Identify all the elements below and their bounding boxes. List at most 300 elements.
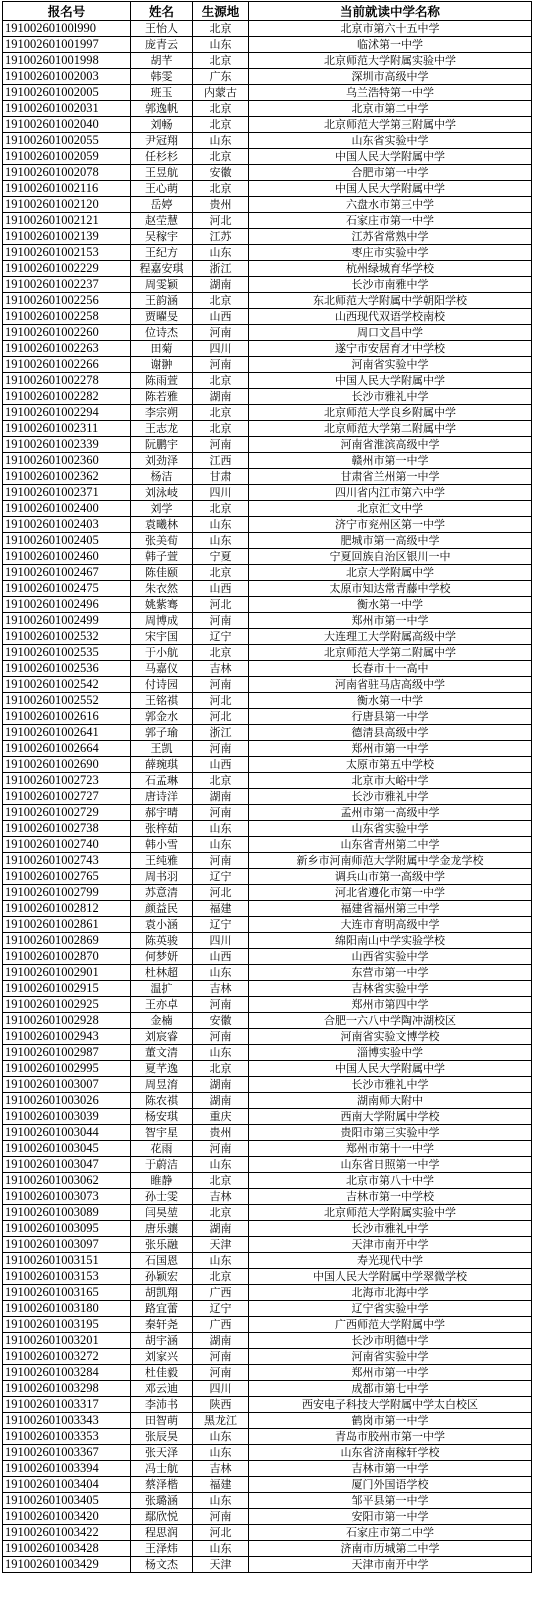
name-cell: 尹冠翔 — [131, 133, 193, 149]
school-cell: 临沭第一中学 — [249, 37, 532, 53]
table-row — [3, 1317, 532, 1333]
table-row — [3, 85, 532, 101]
school-cell: 吉林市第一中学 — [249, 1461, 532, 1477]
name-cell: 程嘉安琪 — [131, 261, 193, 277]
school-cell: 北京市第八十中学 — [249, 1173, 532, 1189]
origin-cell: 湖南 — [193, 1093, 249, 1109]
name-cell: 周书羽 — [131, 869, 193, 885]
origin-cell: 河北 — [193, 597, 249, 613]
origin-cell: 湖南 — [193, 277, 249, 293]
table-row — [3, 1301, 532, 1317]
origin-cell: 北京 — [193, 101, 249, 117]
school-cell: 天津市南开中学 — [249, 1237, 532, 1253]
school-cell: 济宁市兖州区第一中学 — [249, 517, 532, 533]
school-cell: 甘肃省兰州第一中学 — [249, 469, 532, 485]
registration-number-cell: 191002601002536 — [3, 661, 131, 677]
origin-cell: 吉林 — [193, 661, 249, 677]
school-cell: 宁夏回族自治区银川一中 — [249, 549, 532, 565]
table-row — [3, 853, 532, 869]
origin-cell: 贵州 — [193, 197, 249, 213]
origin-cell: 北京 — [193, 405, 249, 421]
school-cell: 山西省实验中学 — [249, 949, 532, 965]
registration-number-cell: 191002601002059 — [3, 149, 131, 165]
name-cell: 吴稼宇 — [131, 229, 193, 245]
table-row — [3, 997, 532, 1013]
registration-number-cell: 191002601001997 — [3, 37, 131, 53]
table-row — [3, 1429, 532, 1445]
name-cell: 孙颖宏 — [131, 1269, 193, 1285]
school-cell: 成都市第七中学 — [249, 1381, 532, 1397]
school-cell: 北京师范大学附属实验中学 — [249, 53, 532, 69]
table-row — [3, 165, 532, 181]
admission-table — [2, 1, 532, 1573]
name-cell: 苏意清 — [131, 885, 193, 901]
origin-cell: 山西 — [193, 757, 249, 773]
name-cell: 王铭祺 — [131, 693, 193, 709]
origin-cell: 北京 — [193, 149, 249, 165]
name-cell: 胡芊 — [131, 53, 193, 69]
name-cell: 杜佳毅 — [131, 1365, 193, 1381]
table-row — [3, 245, 532, 261]
table-row — [3, 949, 532, 965]
table-row — [3, 757, 532, 773]
school-cell: 济南市历城第二中学 — [249, 1541, 532, 1557]
table-row — [3, 405, 532, 421]
table-row — [3, 37, 532, 53]
origin-cell: 北京 — [193, 421, 249, 437]
name-cell: 韩雯 — [131, 69, 193, 85]
school-cell: 北京市第二中学 — [249, 101, 532, 117]
name-cell: 杨洁 — [131, 469, 193, 485]
table-row — [3, 309, 532, 325]
name-cell: 王泽炜 — [131, 1541, 193, 1557]
name-cell: 蔡泽楷 — [131, 1477, 193, 1493]
registration-number-cell: 191002601002616 — [3, 709, 131, 725]
registration-number-cell: 191002601002995 — [3, 1061, 131, 1077]
registration-number-cell: 191002601003394 — [3, 1461, 131, 1477]
school-cell: 山东省实验中学 — [249, 133, 532, 149]
name-cell: 唐乐骧 — [131, 1221, 193, 1237]
origin-cell: 山东 — [193, 37, 249, 53]
registration-number-cell: 191002601003428 — [3, 1541, 131, 1557]
school-cell: 山东省实验中学 — [249, 821, 532, 837]
table-row — [3, 373, 532, 389]
name-cell: 夏芊逸 — [131, 1061, 193, 1077]
origin-cell: 天津 — [193, 1557, 249, 1573]
registration-number-cell: 191002601002266 — [3, 357, 131, 373]
origin-cell: 北京 — [193, 501, 249, 517]
name-cell: 董文清 — [131, 1045, 193, 1061]
name-cell: 韩子萱 — [131, 549, 193, 565]
name-cell: 周博成 — [131, 613, 193, 629]
school-cell: 福建省福州第三中学 — [249, 901, 532, 917]
school-cell: 合肥市第一中学 — [249, 165, 532, 181]
school-cell: 长沙市南雅中学 — [249, 277, 532, 293]
name-cell: 位诗杰 — [131, 325, 193, 341]
table-row — [3, 1093, 532, 1109]
school-cell: 江苏省常熟中学 — [249, 229, 532, 245]
name-cell: 程思润 — [131, 1525, 193, 1541]
registration-number-cell: 191002601002765 — [3, 869, 131, 885]
table-row — [3, 549, 532, 565]
table-row — [3, 1541, 532, 1557]
origin-cell: 甘肃 — [193, 469, 249, 485]
registration-number-cell: 191002601003429 — [3, 1557, 131, 1573]
name-cell: 郝宇晴 — [131, 805, 193, 821]
registration-number-cell: 191002601002987 — [3, 1045, 131, 1061]
name-cell: 韩小雪 — [131, 837, 193, 853]
registration-number-cell: 191002601003153 — [3, 1269, 131, 1285]
name-cell: 石孟琳 — [131, 773, 193, 789]
origin-cell: 辽宁 — [193, 1301, 249, 1317]
registration-number-cell: 191002601002339 — [3, 437, 131, 453]
origin-cell: 北京 — [193, 1173, 249, 1189]
registration-number-cell: 191002601002928 — [3, 1013, 131, 1029]
school-cell: 北京师范大学第三附属中学 — [249, 117, 532, 133]
school-cell: 河南省实验中学 — [249, 357, 532, 373]
registration-number-cell: 191002601003039 — [3, 1109, 131, 1125]
name-cell: 刘畅 — [131, 117, 193, 133]
registration-number-cell: 191002601002278 — [3, 373, 131, 389]
school-cell: 郑州市第十一中学 — [249, 1141, 532, 1157]
name-cell: 唐诗洋 — [131, 789, 193, 805]
table-row — [3, 901, 532, 917]
name-cell: 闫昊堃 — [131, 1205, 193, 1221]
registration-number-cell: 191002601001998 — [3, 53, 131, 69]
registration-number-cell: 191002601002460 — [3, 549, 131, 565]
origin-cell: 山东 — [193, 837, 249, 853]
origin-cell: 辽宁 — [193, 917, 249, 933]
name-cell: 姚紫骞 — [131, 597, 193, 613]
registration-number-cell: 191002601002943 — [3, 1029, 131, 1045]
name-cell: 刘宸睿 — [131, 1029, 193, 1045]
registration-number-cell: 191002601002294 — [3, 405, 131, 421]
table-row — [3, 1029, 532, 1045]
origin-cell: 辽宁 — [193, 629, 249, 645]
origin-cell: 河北 — [193, 693, 249, 709]
school-cell: 鹤岗市第一中学 — [249, 1413, 532, 1429]
origin-cell: 山东 — [193, 1253, 249, 1269]
origin-cell: 贵州 — [193, 1125, 249, 1141]
registration-number-cell: 191002601002738 — [3, 821, 131, 837]
name-cell: 薛琬琪 — [131, 757, 193, 773]
origin-cell: 山东 — [193, 1157, 249, 1173]
school-cell: 六盘水市第三中学 — [249, 197, 532, 213]
name-cell: 刘劲泽 — [131, 453, 193, 469]
table-row — [3, 1109, 532, 1125]
registration-number-cell: 191002601002690 — [3, 757, 131, 773]
table-row — [3, 1381, 532, 1397]
table-row — [3, 517, 532, 533]
school-cell: 辽宁省实验中学 — [249, 1301, 532, 1317]
table-row — [3, 101, 532, 117]
header-registration-number: 报名号 — [3, 2, 131, 21]
table-row — [3, 277, 532, 293]
origin-cell: 北京 — [193, 293, 249, 309]
origin-cell: 安徽 — [193, 1013, 249, 1029]
school-cell: 北京师范大学良乡附属中学 — [249, 405, 532, 421]
table-row — [3, 821, 532, 837]
table-row — [3, 533, 532, 549]
name-cell: 陈若雅 — [131, 389, 193, 405]
registration-number-cell: 191002601002040 — [3, 117, 131, 133]
school-cell: 长沙市雅礼中学 — [249, 1077, 532, 1093]
table-row — [3, 581, 532, 597]
school-cell: 长沙市雅礼中学 — [249, 389, 532, 405]
table-row — [3, 1349, 532, 1365]
registration-number-cell: 191002601002542 — [3, 677, 131, 693]
origin-cell: 河南 — [193, 853, 249, 869]
table-row — [3, 1253, 532, 1269]
name-cell: 马嘉仪 — [131, 661, 193, 677]
table-row — [3, 1333, 532, 1349]
registration-number-cell: 191002601003422 — [3, 1525, 131, 1541]
name-cell: 杨文杰 — [131, 1557, 193, 1573]
registration-number-cell: 191002601003343 — [3, 1413, 131, 1429]
name-cell: 胡宇涵 — [131, 1333, 193, 1349]
origin-cell: 内蒙古 — [193, 85, 249, 101]
school-cell: 湖南师大附中 — [249, 1093, 532, 1109]
registration-number-cell: 191002601002282 — [3, 389, 131, 405]
name-cell: 颜益民 — [131, 901, 193, 917]
school-cell: 衡水第一中学 — [249, 693, 532, 709]
table-row — [3, 341, 532, 357]
name-cell: 王韵涵 — [131, 293, 193, 309]
name-cell: 石国恩 — [131, 1253, 193, 1269]
school-cell: 北京市第六十五中学 — [249, 21, 532, 37]
origin-cell: 山东 — [193, 965, 249, 981]
table-row — [3, 69, 532, 85]
table-row — [3, 1221, 532, 1237]
name-cell: 周昱淯 — [131, 1077, 193, 1093]
school-cell: 行唐县第一中学 — [249, 709, 532, 725]
table-row — [3, 629, 532, 645]
registration-number-cell: 191002601002403 — [3, 517, 131, 533]
name-cell: 王心萌 — [131, 181, 193, 197]
registration-number-cell: 191002601003045 — [3, 1141, 131, 1157]
table-row — [3, 389, 532, 405]
name-cell: 路宜蕾 — [131, 1301, 193, 1317]
table-row — [3, 1141, 532, 1157]
table-row — [3, 789, 532, 805]
school-cell: 河北省遵化市第一中学 — [249, 885, 532, 901]
name-cell: 刘家兴 — [131, 1349, 193, 1365]
school-cell: 赣州市第一中学 — [249, 453, 532, 469]
table-row — [3, 1125, 532, 1141]
school-cell: 邹平县第一中学 — [249, 1493, 532, 1509]
registration-number-cell: 191002601003073 — [3, 1189, 131, 1205]
school-cell: 山东省青州第二中学 — [249, 837, 532, 853]
origin-cell: 湖南 — [193, 789, 249, 805]
school-cell: 德清县高级中学 — [249, 725, 532, 741]
table-row — [3, 1397, 532, 1413]
registration-number-cell: 191002601002263 — [3, 341, 131, 357]
table-row — [3, 53, 532, 69]
table-row — [3, 933, 532, 949]
registration-number-cell: 191002601002496 — [3, 597, 131, 613]
origin-cell: 河南 — [193, 1029, 249, 1045]
origin-cell: 四川 — [193, 485, 249, 501]
school-cell: 郑州市第四中学 — [249, 997, 532, 1013]
registration-number-cell: 191002601002925 — [3, 997, 131, 1013]
origin-cell: 北京 — [193, 181, 249, 197]
origin-cell: 河南 — [193, 741, 249, 757]
table-row — [3, 229, 532, 245]
school-cell: 广西师范大学附属中学 — [249, 1317, 532, 1333]
school-cell: 北海市北海中学 — [249, 1285, 532, 1301]
registration-number-cell: 191002601002475 — [3, 581, 131, 597]
registration-number-cell: 191002601002031 — [3, 101, 131, 117]
origin-cell: 河南 — [193, 1349, 249, 1365]
registration-number-cell: 191002601002915 — [3, 981, 131, 997]
name-cell: 袁曦林 — [131, 517, 193, 533]
registration-number-cell: 191002601003007 — [3, 1077, 131, 1093]
school-cell: 合肥一六八中学陶冲湖校区 — [249, 1013, 532, 1029]
table-row — [3, 1557, 532, 1573]
registration-number-cell: 191002601002237 — [3, 277, 131, 293]
name-cell: 袁小涵 — [131, 917, 193, 933]
registration-number-cell: 191002601002861 — [3, 917, 131, 933]
registration-number-cell: 191002601002405 — [3, 533, 131, 549]
school-cell: 绵阳南山中学实验学校 — [249, 933, 532, 949]
registration-number-cell: 191002601002078 — [3, 165, 131, 181]
origin-cell: 吉林 — [193, 1461, 249, 1477]
school-cell: 河南省驻马店高级中学 — [249, 677, 532, 693]
table-row — [3, 197, 532, 213]
name-cell: 张璐涵 — [131, 1493, 193, 1509]
table-row — [3, 1157, 532, 1173]
school-cell: 河南省实验文博学校 — [249, 1029, 532, 1045]
registration-number-cell: 191002601002153 — [3, 245, 131, 261]
name-cell: 张乐融 — [131, 1237, 193, 1253]
origin-cell: 河南 — [193, 357, 249, 373]
origin-cell: 重庆 — [193, 1109, 249, 1125]
name-cell: 王凯 — [131, 741, 193, 757]
school-cell: 吉林省实验中学 — [249, 981, 532, 997]
school-cell: 新乡市河南师范大学附属中学金龙学校 — [249, 853, 532, 869]
origin-cell: 宁夏 — [193, 549, 249, 565]
registration-number-cell: 191002601003405 — [3, 1493, 131, 1509]
origin-cell: 河北 — [193, 213, 249, 229]
registration-number-cell: 191002601002799 — [3, 885, 131, 901]
origin-cell: 北京 — [193, 565, 249, 581]
registration-number-cell: 191002601003201 — [3, 1333, 131, 1349]
school-cell: 北京市大峪中学 — [249, 773, 532, 789]
school-cell: 北京师范大学第二附属中学 — [249, 421, 532, 437]
table-row — [3, 885, 532, 901]
registration-number-cell: 191002601002727 — [3, 789, 131, 805]
registration-number-cell: 191002601003195 — [3, 1317, 131, 1333]
school-cell: 北京师范大学第二附属中学 — [249, 645, 532, 661]
table-row — [3, 1173, 532, 1189]
name-cell: 杜林超 — [131, 965, 193, 981]
school-cell: 乌兰浩特第一中学 — [249, 85, 532, 101]
name-cell: 王亦卓 — [131, 997, 193, 1013]
school-cell: 长沙市明德中学 — [249, 1333, 532, 1349]
registration-number-cell: 191002601002371 — [3, 485, 131, 501]
table-row — [3, 1413, 532, 1429]
origin-cell: 山东 — [193, 517, 249, 533]
name-cell: 鄢欣悦 — [131, 1509, 193, 1525]
registration-number-cell: 191002601002532 — [3, 629, 131, 645]
school-cell: 东北师范大学附属中学朝阳学校 — [249, 293, 532, 309]
name-cell: 李沛书 — [131, 1397, 193, 1413]
name-cell: 张梓茹 — [131, 821, 193, 837]
registration-number-cell: 191002601002869 — [3, 933, 131, 949]
registration-number-cell: 191002601002535 — [3, 645, 131, 661]
origin-cell: 山东 — [193, 245, 249, 261]
registration-number-cell: 191002601003044 — [3, 1125, 131, 1141]
name-cell: 于蔚洁 — [131, 1157, 193, 1173]
registration-number-cell: 191002601002812 — [3, 901, 131, 917]
origin-cell: 吉林 — [193, 981, 249, 997]
school-cell: 淄博实验中学 — [249, 1045, 532, 1061]
table-row — [3, 805, 532, 821]
table-row — [3, 965, 532, 981]
registration-number-cell: 191002601002256 — [3, 293, 131, 309]
registration-number-cell: 191002601002003 — [3, 69, 131, 85]
name-cell: 赵茔慧 — [131, 213, 193, 229]
school-cell: 石家庄市第一中学 — [249, 213, 532, 229]
origin-cell: 河南 — [193, 997, 249, 1013]
school-cell: 中国人民大学附属中学 — [249, 181, 532, 197]
name-cell: 张美荀 — [131, 533, 193, 549]
registration-number-cell: 19100260100l990 — [3, 21, 131, 37]
origin-cell: 四川 — [193, 341, 249, 357]
name-cell: 王纪方 — [131, 245, 193, 261]
origin-cell: 广西 — [193, 1285, 249, 1301]
school-cell: 调兵山市第一高级中学 — [249, 869, 532, 885]
table-row — [3, 133, 532, 149]
origin-cell: 陕西 — [193, 1397, 249, 1413]
school-cell: 四川省内江市第六中学 — [249, 485, 532, 501]
registration-number-cell: 191002601002229 — [3, 261, 131, 277]
name-cell: 孙士雯 — [131, 1189, 193, 1205]
school-cell: 安阳市第一中学 — [249, 1509, 532, 1525]
origin-cell: 湖南 — [193, 1333, 249, 1349]
registration-number-cell: 191002601002055 — [3, 133, 131, 149]
table-row — [3, 453, 532, 469]
origin-cell: 北京 — [193, 21, 249, 37]
school-cell: 北京汇文中学 — [249, 501, 532, 517]
school-cell: 郑州市第一中学 — [249, 741, 532, 757]
registration-number-cell: 191002601003353 — [3, 1429, 131, 1445]
table-row — [3, 485, 532, 501]
table-row — [3, 325, 532, 341]
origin-cell: 辽宁 — [193, 869, 249, 885]
table-row — [3, 1509, 532, 1525]
registration-number-cell: 191002601003047 — [3, 1157, 131, 1173]
name-cell: 陈英骏 — [131, 933, 193, 949]
name-cell: 庞青云 — [131, 37, 193, 53]
table-row — [3, 565, 532, 581]
origin-cell: 北京 — [193, 1205, 249, 1221]
origin-cell: 江苏 — [193, 229, 249, 245]
table-row — [3, 1061, 532, 1077]
registration-number-cell: 191002601003165 — [3, 1285, 131, 1301]
name-cell: 花雨 — [131, 1141, 193, 1157]
name-cell: 冯士航 — [131, 1461, 193, 1477]
name-cell: 王纯雅 — [131, 853, 193, 869]
registration-number-cell: 191002601003367 — [3, 1445, 131, 1461]
origin-cell: 北京 — [193, 373, 249, 389]
school-cell: 郑州市第一中学 — [249, 613, 532, 629]
school-cell: 北京大学附属中学 — [249, 565, 532, 581]
table-row — [3, 1189, 532, 1205]
name-cell: 田智萌 — [131, 1413, 193, 1429]
registration-number-cell: 191002601003026 — [3, 1093, 131, 1109]
registration-number-cell: 191002601003272 — [3, 1349, 131, 1365]
